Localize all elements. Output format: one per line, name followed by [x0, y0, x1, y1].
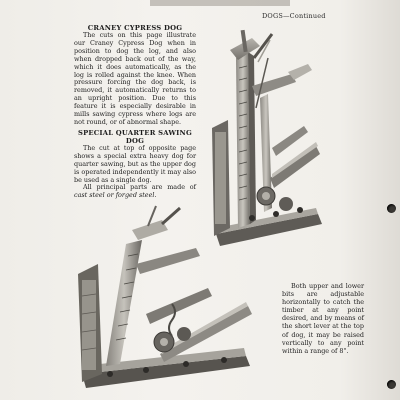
- running-head: DOGS—Continued: [262, 12, 326, 20]
- materials-note-emphasis: cast steel or forged steel.: [74, 191, 157, 200]
- adjustment-caption: Both upper and lower bits are adjustable horizontally to catch the timber at any point desired, and by means of the short lever at the top of dog, it may be raised vertically to any point within a range of 8".: [282, 282, 364, 355]
- materials-note: [74, 184, 196, 200]
- section-heading-craney: CRANEY CYPRESS DOG: [87, 24, 183, 32]
- craney-cypress-dog-illustration: [76, 204, 254, 390]
- binder-hole-lower: [387, 380, 396, 389]
- craney-description: The cuts on this page illustrate our Craney Cypress Dog when in position to dog the log, and also when dropped back out of the way, which it does automatically, as the log is rolled against the knee. When pressure forcing the dog back, is removed, it automatically returns to an upright position. Due to this feature it is especially desirable in mills sawing cypress where logs are not round, or of abnormal shape.: [74, 31, 196, 126]
- page-top-edge: [150, 0, 290, 6]
- quarter-sawing-description: The cut at top of opposite page shows a special extra heavy dog for quarter sawing, but as the upper dog is operated independently it may also be used as a single dog.: [74, 143, 196, 184]
- materials-note-text: All principal parts are made of: [83, 183, 196, 192]
- binder-hole-upper: [387, 204, 396, 213]
- section-heading-quarter-sawing: SPECIAL QUARTER SAWING DOG: [78, 128, 192, 145]
- description-column: [74, 24, 196, 200]
